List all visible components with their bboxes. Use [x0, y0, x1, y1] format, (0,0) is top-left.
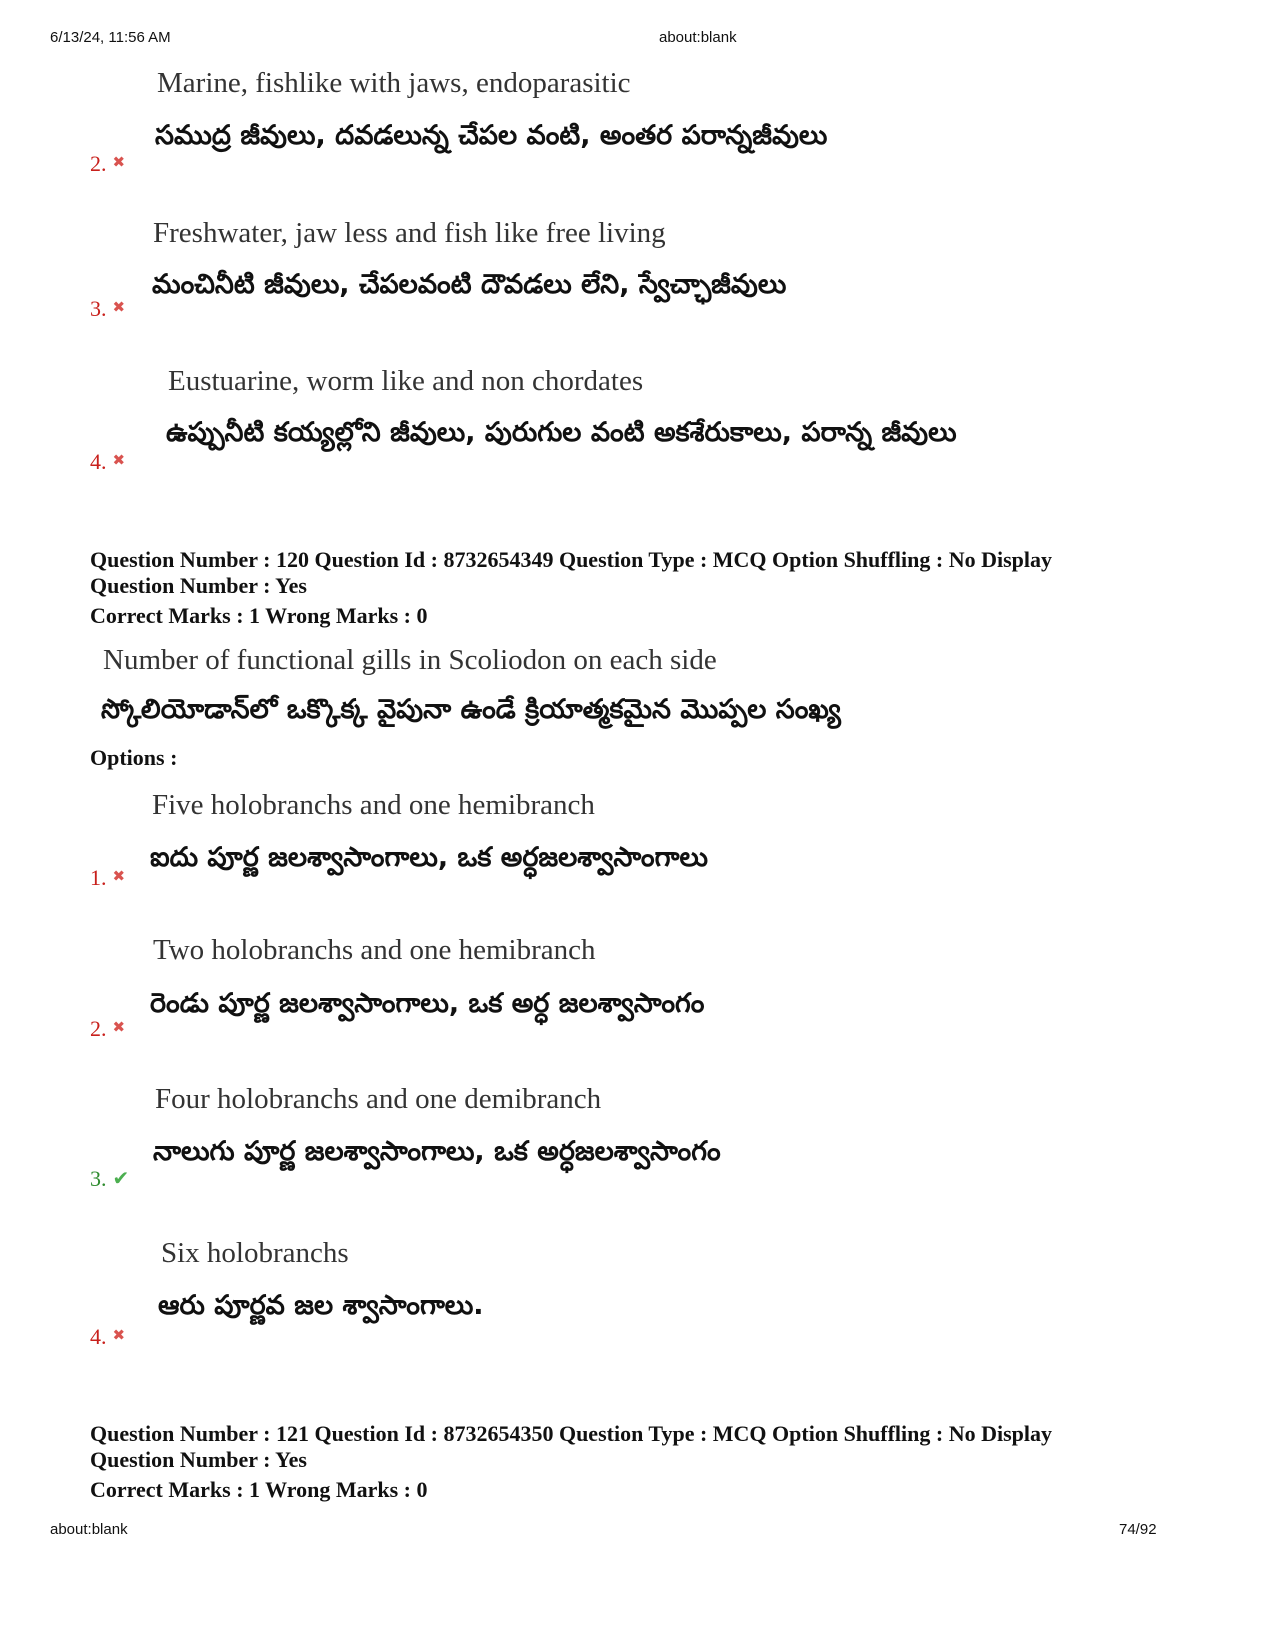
q120-option-4-telugu: ఆరు పూర్ణవ జల శ్వాసాంగాలు.	[158, 1290, 484, 1321]
question-120-marks: Correct Marks : 1 Wrong Marks : 0	[90, 603, 428, 628]
prev-option-3-english: Freshwater, jaw less and fish like free living	[153, 217, 666, 249]
q120-option-3-number: 3. ✔	[90, 1166, 130, 1191]
q120-option-1-telugu: ఐదు పూర్ణ జలశ్వాసాంగాలు, ఒక అర్ధజలశ్వాసాంగాలు	[150, 842, 708, 873]
q120-option-2-telugu: రెండు పూర్ణ జలశ్వాసాంగాలు, ఒక అర్ధ జలశ్వాసాంగం	[150, 988, 705, 1019]
q120-option-1-english: Five holobranchs and one hemibranch	[152, 789, 595, 821]
print-footer-url: about:blank	[50, 1521, 128, 1538]
print-page-title: about:blank	[659, 29, 737, 46]
check-icon: ✔	[112, 1166, 130, 1190]
prev-option-4-number: 4. ✖	[90, 449, 126, 474]
cross-icon: ✖	[112, 451, 126, 469]
cross-icon: ✖	[112, 1018, 126, 1036]
question-120-text-english: Number of functional gills in Scoliodon on each side	[103, 644, 717, 676]
question-121-marks: Correct Marks : 1 Wrong Marks : 0	[90, 1477, 428, 1502]
cross-icon: ✖	[112, 1326, 126, 1344]
question-121-meta-line1: Question Number : 121 Question Id : 8732654350 Question Type : MCQ Option Shuffling : No Display	[90, 1421, 1053, 1446]
cross-icon: ✖	[112, 298, 126, 316]
prev-option-3-telugu: మంచినీటి జీవులు, చేపలవంటి దౌవడలు లేని, స్వేచ్ఛాజీవులు	[152, 269, 787, 300]
prev-option-2-telugu: సముద్ర జీవులు, దవడలున్న చేపల వంటి, అంతర పరాన్నజీవులు	[155, 120, 828, 151]
question-120-text-telugu: స్కోలియోడాన్‌లో ఒక్కొక్క వైపునా ఉండే క్రియాత్మకమైన మొప్పల సంఖ్య	[101, 694, 841, 725]
question-120-meta-line1: Question Number : 120 Question Id : 8732654349 Question Type : MCQ Option Shuffling : No Display	[90, 547, 1053, 572]
q120-option-3-english: Four holobranchs and one demibranch	[155, 1083, 602, 1115]
q120-option-3-telugu: నాలుగు పూర్ణ జలశ్వాసాంగాలు, ఒక అర్ధజలశ్వాసాంగం	[153, 1136, 721, 1167]
prev-option-2-english: Marine, fishlike with jaws, endoparasitic	[157, 67, 631, 99]
q120-option-2-number: 2. ✖	[90, 1016, 126, 1041]
q120-option-2-english: Two holobranchs and one hemibranch	[153, 934, 596, 966]
print-page-number: 74/92	[1119, 1521, 1157, 1538]
question-120-options-label: Options :	[90, 745, 178, 770]
prev-option-3-number: 3. ✖	[90, 296, 126, 321]
cross-icon: ✖	[112, 153, 126, 171]
prev-option-4-telugu: ఉప్పునీటి కయ్యల్లోని జీవులు, పురుగుల వంటి అకశేరుకాలు, పరాన్న జీవులు	[166, 417, 957, 448]
prev-option-2-number: 2. ✖	[90, 151, 126, 176]
cross-icon: ✖	[112, 867, 126, 885]
q120-option-4-english: Six holobranchs	[161, 1237, 349, 1269]
q120-option-1-number: 1. ✖	[90, 865, 126, 890]
q120-option-4-number: 4. ✖	[90, 1324, 126, 1349]
question-121-meta	[90, 1421, 1052, 1473]
question-121-meta-line2: Question Number : Yes	[90, 1447, 307, 1472]
print-datetime: 6/13/24, 11:56 AM	[50, 29, 171, 46]
prev-option-4-english: Eustuarine, worm like and non chordates	[168, 365, 644, 397]
question-120-meta-line2: Question Number : Yes	[90, 573, 307, 598]
question-120-meta	[90, 547, 1052, 599]
